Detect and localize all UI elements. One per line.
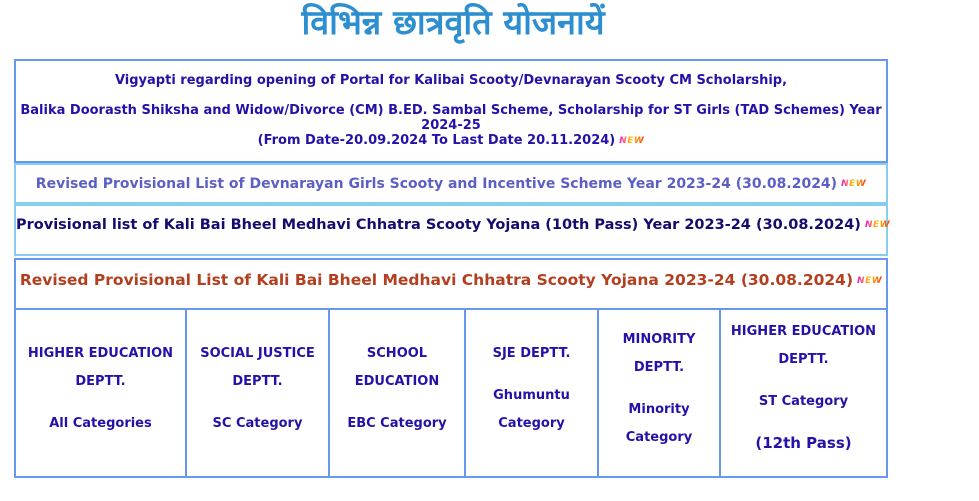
dept-sje-ghumuntu[interactable] bbox=[466, 310, 599, 476]
dept-name-cont: EDUCATION bbox=[354, 374, 440, 389]
dept-category-cont: Category bbox=[625, 430, 693, 445]
dept-name-cont: DEPTT. bbox=[232, 374, 283, 389]
dept-name: MINORITY bbox=[622, 332, 696, 347]
dept-name: SJE DEPTT. bbox=[492, 346, 571, 361]
kalibai-revised-list-link[interactable] bbox=[14, 258, 888, 310]
new-badge: NEW bbox=[864, 220, 891, 230]
dept-category: EBC Category bbox=[347, 416, 447, 431]
dept-category: Ghumuntu bbox=[493, 388, 570, 403]
page-title: विभिन्न छात्रवृति योजनायें bbox=[301, 3, 605, 43]
notice-line-1: Vigyapti regarding opening of Portal for Kalibai Scooty/Devnarayan Scooty CM Scholarship, bbox=[114, 73, 788, 88]
dept-name: HIGHER EDUCATION bbox=[730, 324, 877, 339]
dept-higher-education-st[interactable] bbox=[721, 310, 886, 476]
dept-name-cont: DEPTT. bbox=[633, 360, 685, 375]
dept-category: All Categories bbox=[49, 416, 152, 431]
dept-school-education-ebc[interactable] bbox=[330, 310, 466, 476]
notice-line-2: Balika Doorasth Shiksha and Widow/Divorce (CM) B.ED. Sambal Scheme, Scholarship for ST Girls (TAD Schemes) Year 2024-25 bbox=[20, 103, 882, 133]
dept-higher-education-all[interactable] bbox=[16, 310, 187, 476]
department-grid bbox=[14, 310, 888, 478]
dept-social-justice-sc[interactable] bbox=[187, 310, 330, 476]
new-badge: NEW bbox=[857, 275, 883, 286]
notice-line-3 bbox=[16, 133, 886, 148]
dept-category-cont: Category bbox=[498, 416, 565, 431]
dept-category: Minority bbox=[628, 402, 690, 417]
new-badge: NEW bbox=[841, 179, 867, 189]
dept-minority[interactable] bbox=[599, 310, 721, 476]
dept-category: SC Category bbox=[212, 416, 303, 431]
dept-name-cont: DEPTT. bbox=[778, 352, 829, 367]
link-text: Revised Provisional List of Devnarayan Girls Scooty and Incentive Scheme Year 2023-24 (30.08.2024) bbox=[35, 176, 838, 192]
new-badge: NEW bbox=[619, 135, 645, 146]
notice-date-range: (From Date-20.09.2024 To Last Date 20.11.2024) bbox=[257, 133, 616, 148]
dept-name: HIGHER EDUCATION bbox=[27, 346, 174, 361]
link-text: Provisional list of Kali Bai Bheel Medhavi Chhatra Scooty Yojana (10th Pass) Year 2023-24 (30.08.2024) bbox=[16, 217, 861, 233]
devnarayan-list-link[interactable] bbox=[14, 163, 888, 204]
link-text: Revised Provisional List of Kali Bai Bheel Medhavi Chhatra Scooty Yojana 2023-24 (30.08.2024) bbox=[19, 271, 854, 289]
dept-category: ST Category bbox=[758, 394, 849, 409]
dept-name: SOCIAL JUSTICE bbox=[200, 346, 315, 361]
kalibai-10th-list-link[interactable] bbox=[14, 204, 891, 256]
dept-name: SCHOOL bbox=[366, 346, 428, 361]
portal-notice[interactable] bbox=[14, 59, 888, 163]
dept-name-cont: DEPTT. bbox=[75, 374, 126, 389]
dept-category-cont: (12th Pass) bbox=[755, 434, 852, 452]
